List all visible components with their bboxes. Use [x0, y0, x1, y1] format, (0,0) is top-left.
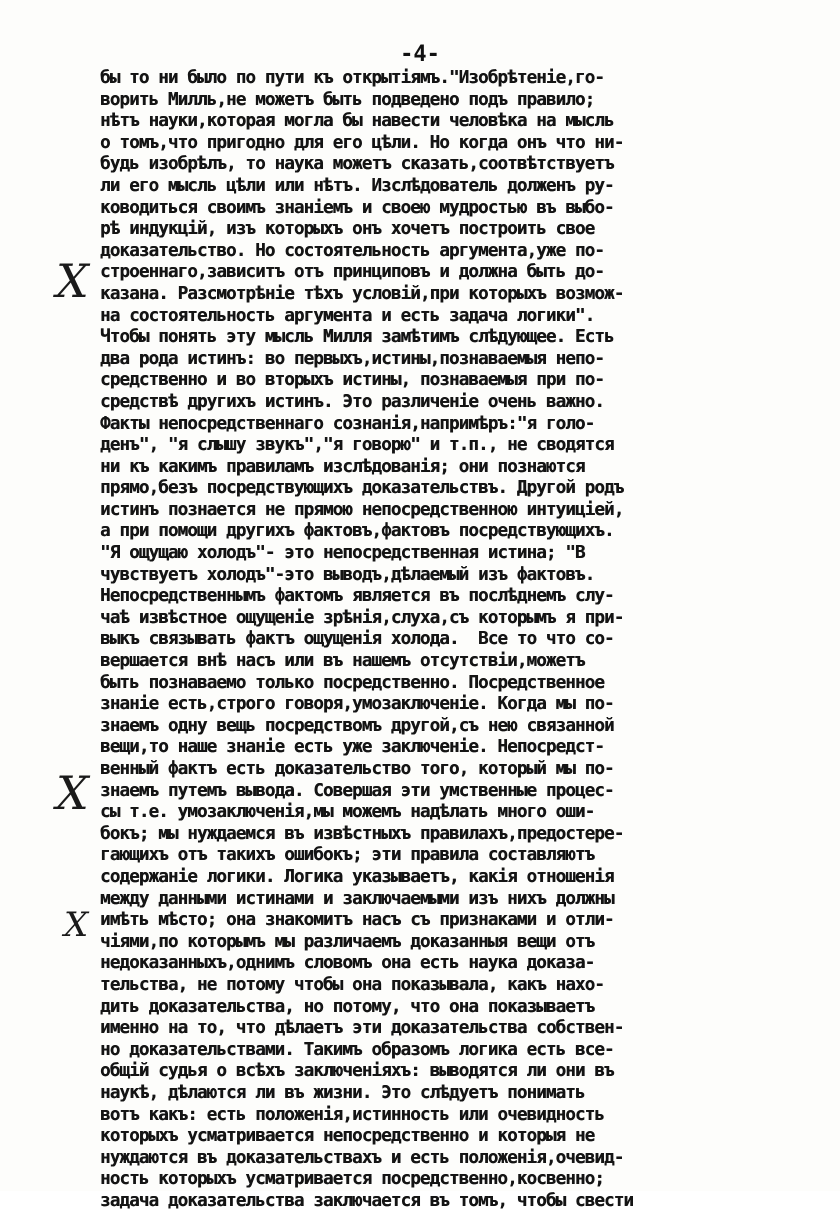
text-line: но доказательствами. Такимъ образомъ логика есть все-	[100, 1039, 614, 1060]
text-line: средствѣ другихъ истинъ. Это различенiе очень важно.	[100, 391, 605, 412]
text-line: ни къ какимъ правиламъ изслѣдованiя; они познаются	[100, 456, 585, 477]
text-line: быть познаваемо только посредственно. Посредственное	[100, 672, 605, 693]
text-line: недоказанныхъ,однимъ словомъ она есть наука доказа-	[100, 953, 595, 974]
margin-x-mark: X	[56, 766, 89, 820]
text-line: чiями,по которымъ мы различаемъ доказанныя вещи отъ	[100, 931, 595, 952]
text-line: имѣть мѣсто; она знакомитъ насъ съ признаками и отли-	[100, 910, 614, 931]
text-line: чаѣ извѣстное ощущенiе зрѣнiя,слуха,съ которымъ я при-	[100, 607, 624, 628]
text-line: на состоятельность аргумента и есть задача логики".	[100, 305, 595, 326]
text-line: вершается внѣ насъ или въ нашемъ отсутствiи,можетъ	[100, 651, 585, 672]
text-line: вотъ какъ: есть положенiя,истинность или очевидность	[100, 1104, 605, 1125]
text-line: наукѣ, дѣлаются ли въ жизни. Это слѣдуетъ понимать	[100, 1082, 585, 1103]
text-line: бокъ; мы нуждаемся въ извѣстныхъ правилахъ,предостере-	[100, 823, 624, 844]
text-line: ли его мысль цѣли или нѣтъ. Изслѣдователь долженъ ру-	[100, 175, 614, 196]
text-line: знаемъ путемъ вывода. Совершая эти умственные процес-	[100, 780, 614, 801]
text-line: денъ", "я слышу звукъ","я говорю" и т.п., не сводятся	[100, 435, 614, 456]
text-line: чувствуетъ холодъ"-это выводъ,дѣлаемый изъ фактовъ.	[100, 564, 595, 585]
text-line: ководиться своимъ знанiемъ и своею мудростью въ выбо-	[100, 197, 614, 218]
text-line: дить доказательства, но потому, что она показываетъ	[100, 996, 595, 1017]
text-line: содержанiе логики. Логика указываетъ, какiя отношенiя	[100, 866, 614, 887]
page-number: -4-	[400, 42, 440, 67]
text-line: Непосредственнымъ фактомъ является въ послѣднемъ слу-	[100, 586, 614, 607]
text-line: знанiе есть,строго говоря,умозаключенiе. Когда мы по-	[100, 694, 614, 715]
text-line: вещи,то наше знанiе есть уже заключенiе. Непосредст-	[100, 737, 605, 758]
text-line: задача доказательства заключается въ томъ, чтобы свести	[100, 1190, 634, 1211]
text-line: бы то ни было по пути къ открытiямъ."Изобрѣтенiе,го-	[100, 68, 605, 88]
text-line: знаемъ одну вещь посредствомъ другой,съ нею связанной	[100, 715, 614, 736]
text-line: венный фактъ есть доказательство того, который мы по-	[100, 759, 614, 779]
typewritten-text-block	[100, 68, 790, 1212]
text-line: "Я ощущаю холодъ"- это непосредственная истина; "В	[100, 543, 585, 564]
text-line: ворить Милль,не можетъ быть подведено подъ правило;	[100, 89, 595, 110]
text-line: между данными истинами и заключаемыми изъ нихъ должны	[100, 888, 614, 909]
text-line: казана. Разсмотрѣнiе тѣхъ условiй,при которыхъ возмож-	[100, 283, 624, 304]
text-line: выкъ связывать фактъ ощущенiя холода. Все то что со-	[100, 629, 614, 650]
text-line: которыхъ усматривается непосредственно и которыя не	[100, 1126, 595, 1147]
text-line: тельства, не потому чтобы она показывала, какъ нахо-	[100, 974, 605, 995]
text-line: будь изобрѣлъ, то наука можетъ сказать,соотвѣтствуетъ	[100, 154, 614, 175]
text-line: общiй судья о всѣхъ заключенiяхъ: выводятся ли они въ	[100, 1061, 614, 1082]
text-line: строеннаго,зависитъ отъ принциповъ и должна быть до-	[100, 262, 605, 283]
text-line: гающихъ отъ такихъ ошибокъ; эти правила составляютъ	[100, 845, 595, 866]
text-line: а при помощи другихъ фактовъ,фактовъ посредствующихъ.	[100, 521, 614, 542]
text-line: истинъ познается не прямою непосредственною интуицiей,	[100, 499, 624, 520]
text-line: сы т.е. умозаключенiя,мы можемъ надѣлать много оши-	[100, 802, 595, 823]
text-line: Факты непосредственнаго сознанiя,напримѣръ:"я голо-	[100, 413, 595, 434]
margin-x-mark: X	[64, 905, 89, 945]
text-line: доказательство. Но состоятельность аргумента,уже по-	[100, 240, 605, 261]
text-line: Чтобы понять эту мысль Милля замѣтимъ слѣдующее. Есть	[100, 327, 614, 348]
text-line: прямо,безъ посредствующихъ доказательствъ. Другой родъ	[100, 478, 624, 499]
margin-x-mark: X	[56, 254, 89, 308]
text-line: ность которыхъ усматривается посредственно,косвенно;	[100, 1169, 605, 1190]
text-line: именно на то, что дѣлаетъ эти доказательства собствен-	[100, 1018, 624, 1039]
text-line: нѣтъ науки,которая могла бы навести человѣка на мысль	[100, 111, 614, 132]
text-line: рѣ индукцiй, изъ которыхъ онъ хочетъ построить свое	[100, 219, 595, 240]
text-line: нуждаются въ доказательствахъ и есть положенiя,очевид-	[100, 1147, 624, 1168]
text-line: о томъ,что пригодно для его цѣли. Но когда онъ что ни-	[100, 132, 624, 153]
text-line: два рода истинъ: во первыхъ,истины,познаваемыя непо-	[100, 348, 605, 369]
text-line: средственно и во вторыхъ истины, познаваемыя при по-	[100, 370, 605, 391]
